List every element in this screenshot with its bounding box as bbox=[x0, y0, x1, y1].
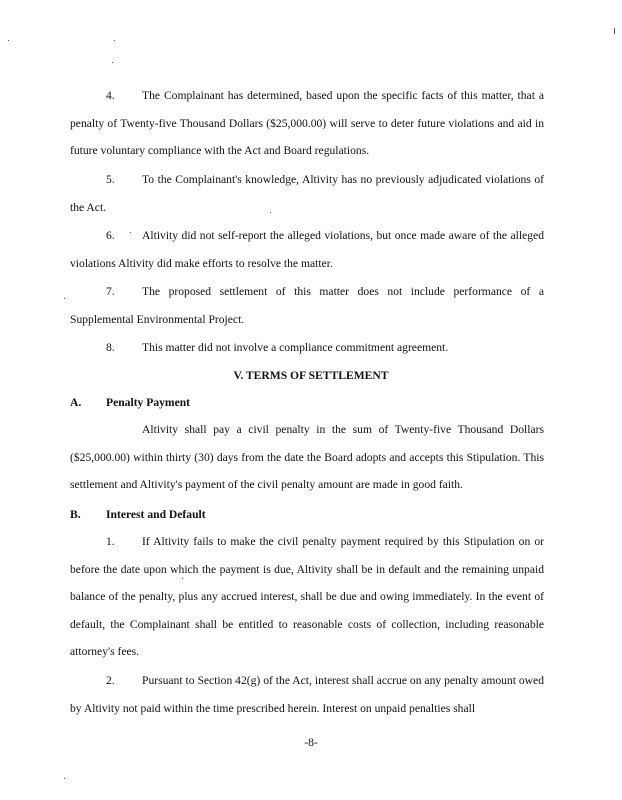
paragraph-5-number: 5. bbox=[106, 173, 115, 186]
scan-speck bbox=[112, 62, 113, 63]
subsection-b-item-1-number: 1. bbox=[106, 535, 115, 548]
subsection-a-heading bbox=[70, 396, 190, 409]
subsection-b-item-2 bbox=[70, 667, 544, 722]
subsection-b-heading bbox=[70, 508, 206, 521]
scan-speck bbox=[64, 778, 65, 779]
paragraph-8 bbox=[70, 334, 544, 362]
subsection-a-text: Altivity shall pay a civil penalty in the sum of Twenty-five Thousand Dollars ($25,000.00) within thirty (30) days from the date the Board adopts and accepts this Stipulation. This settlement and Altivity's payment of the civil penalty amount are made in good faith. bbox=[70, 423, 544, 491]
paragraph-5-text: To the Complainant's knowledge, Altivity has no previously adjudicated violations of the Act. bbox=[70, 173, 544, 214]
scan-speck bbox=[614, 28, 615, 34]
paragraph-6-number: 6. bbox=[106, 229, 115, 242]
subsection-a-paragraph bbox=[70, 416, 544, 499]
paragraph-6-text: Altivity did not self-report the alleged violations, but once made aware of the alleged violations Altivity did make efforts to resolve the matter. bbox=[70, 229, 544, 270]
paragraph-8-text: This matter did not involve a compliance commitment agreement. bbox=[142, 341, 449, 354]
subsection-a-title: Penalty Payment bbox=[106, 396, 191, 409]
paragraph-5 bbox=[70, 166, 544, 221]
paragraph-6 bbox=[70, 222, 544, 277]
paragraph-7-text: The proposed settlement of this matter does not include performance of a Supplemental Environmental Project. bbox=[70, 285, 544, 326]
paragraph-4-number: 4. bbox=[106, 89, 115, 102]
paragraph-7-number: 7. bbox=[106, 285, 115, 298]
subsection-b-item-1 bbox=[70, 528, 544, 666]
subsection-b-letter: B. bbox=[70, 508, 81, 521]
page-number: -8- bbox=[304, 736, 318, 749]
subsection-b-item-2-number: 2. bbox=[106, 674, 115, 687]
paragraph-4 bbox=[70, 82, 544, 165]
paragraph-8-number: 8. bbox=[106, 341, 115, 354]
subsection-b-item-2-text: Pursuant to Section 42(g) of the Act, interest shall accrue on any penalty amount owed by Altivity not paid within the time prescribed herein. Interest on unpaid penalties shall bbox=[70, 674, 544, 715]
subsection-a-letter: A. bbox=[70, 396, 82, 409]
scan-speck bbox=[8, 40, 9, 41]
scan-speck bbox=[114, 40, 115, 41]
paragraph-7 bbox=[70, 278, 544, 333]
subsection-b-title: Interest and Default bbox=[106, 508, 206, 521]
subsection-b-item-1-text: If Altivity fails to make the civil penalty payment required by this Stipulation on or before the date upon which the payment is due, Altivity shall be in default and the remaining unpaid balance of the penalty, plus any accrued interest, shall be due and owing immediately. In the event of default, the Complainant shall be entitled to reasonable costs of collection, including reasonable attorney's fees. bbox=[70, 535, 544, 658]
paragraph-4-text: The Complainant has determined, based upon the specific facts of this matter, that a penalty of Twenty-five Thousand Dollars ($25,000.00) will serve to deter future violations and aid in future voluntary compliance with the Act and Board regulations. bbox=[70, 89, 544, 157]
scan-speck bbox=[64, 298, 65, 299]
section-heading: V. TERMS OF SETTLEMENT bbox=[233, 369, 389, 382]
